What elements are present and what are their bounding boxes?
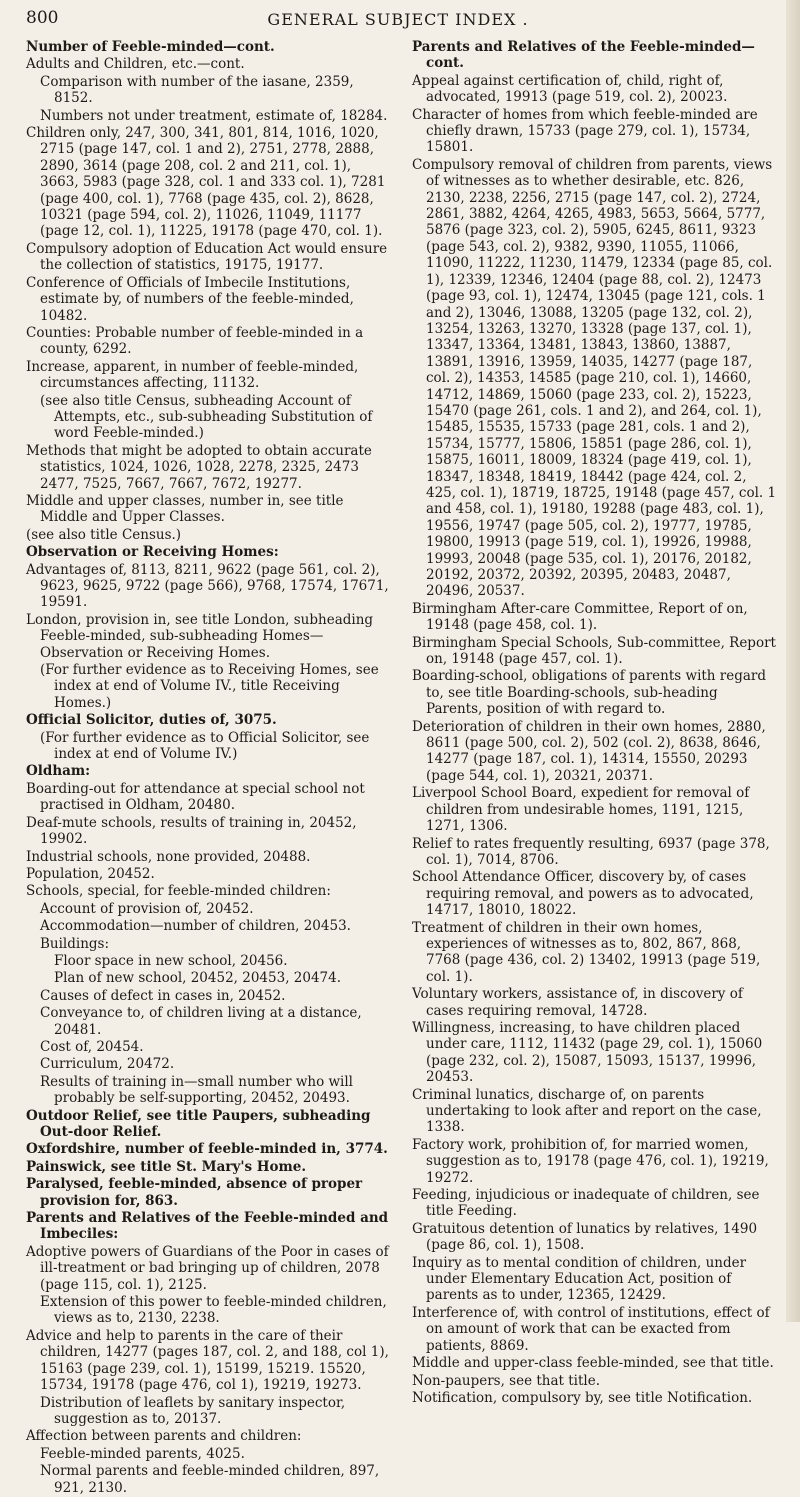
page-header: [26, 8, 770, 34]
index-entry: Conveyance to, of children living at a distance, 20481.: [40, 1005, 362, 1038]
index-entry: Normal parents and feeble-minded children, 897, 921, 2130.: [40, 1463, 380, 1496]
index-entry: Accommodation—number of children, 20453.: [40, 918, 351, 935]
index-entry: Voluntary workers, assistance of, in discovery of cases requiring removal, 14728.: [412, 986, 743, 1019]
index-entry: Boarding-out for attendance at special school not practised in Oldham, 20480.: [26, 780, 365, 814]
index-heading: Oxfordshire, number of feeble-minded in, 3774.: [26, 1141, 388, 1158]
index-entry: Character of homes from which feeble-minded are chiefly drawn, 15733 (page 279, col. 1), 15734, 15801.: [412, 106, 758, 156]
index-entry: Numbers not under treatment, estimate of, 18284.: [40, 107, 388, 124]
index-entry: Appeal against certification of, child, right of, advocated, 19913 (page 519, col. 2), 20023.: [412, 72, 728, 106]
index-entry: Liverpool School Board, expedient for removal of children from undesirable homes, 1191, 1215, 1271, 1306.: [412, 785, 750, 835]
index-entry: Middle and upper classes, number in, see title Middle and Upper Classes.: [26, 492, 344, 526]
running-title: GENERAL SUBJECT INDEX .: [267, 10, 529, 29]
right-column: [412, 38, 777, 1407]
index-entry: Gratuitous detention of lunatics by relatives, 1490 (page 86, col. 1), 1508.: [412, 1220, 758, 1254]
index-entry: Methods that might be adopted to obtain accurate statistics, 1024, 1026, 1028, 2278, 2325, 2473 2477, 7525, 7667, 7667, 7672, 19277.: [26, 442, 372, 492]
index-entry: Boarding-school, obligations of parents with regard to, see title Boarding-schools, sub-heading Parents, position of with regard to.: [412, 668, 767, 718]
index-heading: Number of Feeble-minded—cont.: [26, 39, 275, 55]
index-heading: Official Solicitor, duties of, 3075.: [26, 712, 277, 729]
index-entry: (see also title Census, subheading Account of Attempts, etc., sub-subheading Substitution of word Feeble-minded.): [40, 392, 373, 442]
index-entry: Floor space in new school, 20456.: [54, 952, 288, 969]
index-entry: Plan of new school, 20452, 20453, 20474.: [54, 970, 342, 987]
index-entry: Industrial schools, none provided, 20488.: [26, 848, 311, 865]
index-entry: Birmingham After-care Committee, Report of on, 19148 (page 458, col. 1).: [412, 600, 748, 634]
index-entry: Buildings:: [40, 935, 110, 952]
index-entry: Account of provision of, 20452.: [40, 900, 254, 917]
index-entry: Inquiry as to mental condition of children, under under Elementary Education Act, position of parents as to under, 12365, 12429.: [412, 1254, 747, 1304]
index-entry: Adoptive powers of Guardians of the Poor in cases of ill-treatment or bad bringing up of children, 2078 (page 115, col. 1), 2125.: [26, 1243, 389, 1293]
index-entry: Compulsory removal of children from parents, views of witnesses as to whether desirable, etc. 826, 2130, 2238, 2256, 2715 (page 147, col. 2), 2724, 2861, 3882, 4264, 4265, 4983, 5653, 5664, 5777, 5876 (page 323, col. 2), 5905, 6245, 8611, 9323 (page 543, col. 2), 9382, 9390, 11055, 11066, 11090, 11222, 11230, 11479, 12334 (page 85, col. 1), 12339, 12346, 12404 (page 88, col. 2), 12473 (page 93, col. 1), 12474, 13045 (page 121, cols. 1 and 2), 13046, 13088, 13205 (page 132, col. 2), 13254, 13263, 13270, 13328 (page 137, col. 1), 13347, 13364, 13481, 13843, 13860, 13887, 13891, 13916, 13959, 14035, 14277 (page 187, col. 2), 14353, 14585 (page 210, col. 1), 14660, 14712, 14869, 15060 (page 233, col. 2), 15223, 15470 (page 261, cols. 1 and 2), and 264, col. 1), 15485, 15535, 15733 (page 281, cols. 1 and 2), 15734, 15777, 15806, 15851 (page 286, col. 1), 15875, 16011, 18009, 18324 (page 419, col. 1), 18347, 18348, 18419, 18442 (page 424, col. 2, 425, col. 1), 18719, 18725, 19148 (page 457, col. 1 and 458, col. 1), 19180, 19288 (page 483, col. 1), 19556, 19747 (page 505, col. 2), 19777, 19785, 19800, 19913 (page 519, col. 1), 19926, 19988, 19993, 20048 (page 535, col. 1), 20176, 20182, 20192, 20372, 20392, 20395, 20483, 20487, 20496, 20537.: [412, 156, 777, 600]
index-entry: Increase, apparent, in number of feeble-minded, circumstances affecting, 11132.: [26, 358, 359, 392]
index-entry: Population, 20452.: [26, 865, 155, 882]
index-entry: Treatment of children in their own homes, experiences of witnesses as to, 802, 867, 868, 7768 (page 436, col. 2) 13402, 19913 (page 519, col. 1).: [412, 919, 761, 985]
index-heading: Parents and Relatives of the Feeble-minded—cont.: [412, 39, 755, 72]
index-heading: Outdoor Relief, see title Paupers, subheading Out-door Relief.: [26, 1107, 371, 1140]
index-entry: Results of training in—small number who will probably be self-supporting, 20452, 20493.: [40, 1073, 353, 1107]
index-entry: Factory work, prohibition of, for married women, suggestion as to, 19178 (page 476, col. 1), 19219, 19272.: [412, 1136, 769, 1186]
index-heading: Parents and Relatives of the Feeble-minded and Imbeciles:: [26, 1210, 389, 1243]
index-entry: Interference of, with control of institutions, effect of on amount of work that can be exacted from patients, 8869.: [412, 1304, 770, 1354]
index-entry: Schools, special, for feeble-minded children:: [26, 883, 331, 900]
index-entry: (For further evidence as to Official Solicitor, see index at end of Volume IV.): [40, 729, 370, 763]
left-column: [26, 38, 392, 1497]
index-entry: Comparison with number of the iasane, 2359, 8152.: [40, 73, 354, 107]
index-entry: Affection between parents and children:: [26, 1428, 302, 1445]
index-entry: Curriculum, 20472.: [40, 1056, 175, 1073]
index-entry: Deaf-mute schools, results of training in, 20452, 19902.: [26, 814, 357, 848]
index-entry: Willingness, increasing, to have children placed under care, 1112, 11432 (page 29, col. 1), 15060 (page 232, col. 2), 15087, 15093, 15137, 19996, 20453.: [412, 1019, 763, 1086]
index-entry: Advice and help to parents in the care of their children, 14277 (pages 187, col. 2, and 188, col 1), 15163 (page 239, col. 1), 15199, 15219. 15520, 15734, 19178 (page 476, col 1), 19219, 19273.: [26, 1327, 389, 1394]
index-entry: Extension of this power to feeble-minded children, views as to, 2130, 2238.: [40, 1294, 387, 1327]
index-entry: (For further evidence as to Receiving Homes, see index at end of Volume IV., title Receiving Homes.): [40, 662, 379, 711]
index-entry: Middle and upper-class feeble-minded, see that title.: [412, 1355, 774, 1372]
index-entry: Feeble-minded parents, 4025.: [40, 1445, 245, 1462]
index-entry: Compulsory adoption of Education Act would ensure the collection of statistics, 19175, 19177.: [26, 240, 388, 274]
index-entry: London, provision in, see title London, subheading Feeble-minded, sub-subheading Homes—Observation or Receiving Homes.: [26, 611, 374, 661]
index-entry: Cost of, 20454.: [40, 1038, 144, 1055]
index-entry: Causes of defect in cases in, 20452.: [40, 987, 286, 1004]
index-heading: Observation or Receiving Homes:: [26, 544, 279, 561]
index-entry: Advantages of, 8113, 8211, 9622 (page 561, col. 2), 9623, 9625, 9722 (page 566), 9768, 17574, 17671, 19591.: [26, 561, 389, 611]
index-entry: Conference of Officials of Imbecile Institutions, estimate by, of numbers of the feeble-minded, 10482.: [26, 274, 354, 324]
index-entry: School Attendance Officer, discovery by, of cases requiring removal, and powers as to advocated, 14717, 18010, 18022.: [412, 869, 754, 919]
index-entry: Criminal lunatics, discharge of, on parents undertaking to look after and report on the case, 1338.: [412, 1086, 762, 1136]
index-heading: Painswick, see title St. Mary's Home.: [26, 1158, 307, 1175]
index-entry: Feeding, injudicious or inadequate of children, see title Feeding.: [412, 1187, 760, 1220]
index-entry: Relief to rates frequently resulting, 6937 (page 378, col. 1), 7014, 8706.: [412, 835, 770, 868]
index-entry: Children only, 247, 300, 341, 801, 814, 1016, 1020, 2715 (page 147, col. 1 and 2), 2751, 2778, 2888, 2890, 3614 (page 208, col. 2 and 211, col. 1), 3663, 5983 (page 328, col. 1 and 333 col. 1), 7281 (page 400, col. 1), 7768 (page 435, col. 2), 8628, 10321 (page 594, col. 2), 11026, 11049, 11177 (page 12, col. 1), 11225, 19178 (page 470, col. 1).: [26, 125, 386, 240]
index-entry: Adults and Children, etc.—cont.: [26, 56, 245, 73]
page-number: 800: [26, 8, 59, 28]
index-heading: Paralysed, feeble-minded, absence of proper provision for, 863.: [26, 1176, 363, 1209]
index-entry: Distribution of leaflets by sanitary inspector, suggestion as to, 20137.: [40, 1394, 346, 1427]
page-edge-shadow: [786, 0, 800, 1322]
index-entry: Birmingham Special Schools, Sub-committee, Report on, 19148 (page 457, col. 1).: [412, 634, 776, 668]
index-entry: Deterioration of children in their own homes, 2880, 8611 (page 500, col. 2), 502 (col. 2), 8638, 8646, 14277 (page 187, col. 1), 14314, 15550, 20293 (page 544, col. 1), 20321, 20371.: [412, 718, 766, 784]
index-entry: Non-paupers, see that title.: [412, 1372, 601, 1389]
index-heading: Oldham:: [26, 763, 91, 780]
index-entry: Counties: Probable number of feeble-minded in a county, 6292.: [26, 324, 364, 358]
index-entry: (see also title Census.): [26, 526, 182, 543]
index-entry: Notification, compulsory by, see title Notification.: [412, 1389, 753, 1406]
